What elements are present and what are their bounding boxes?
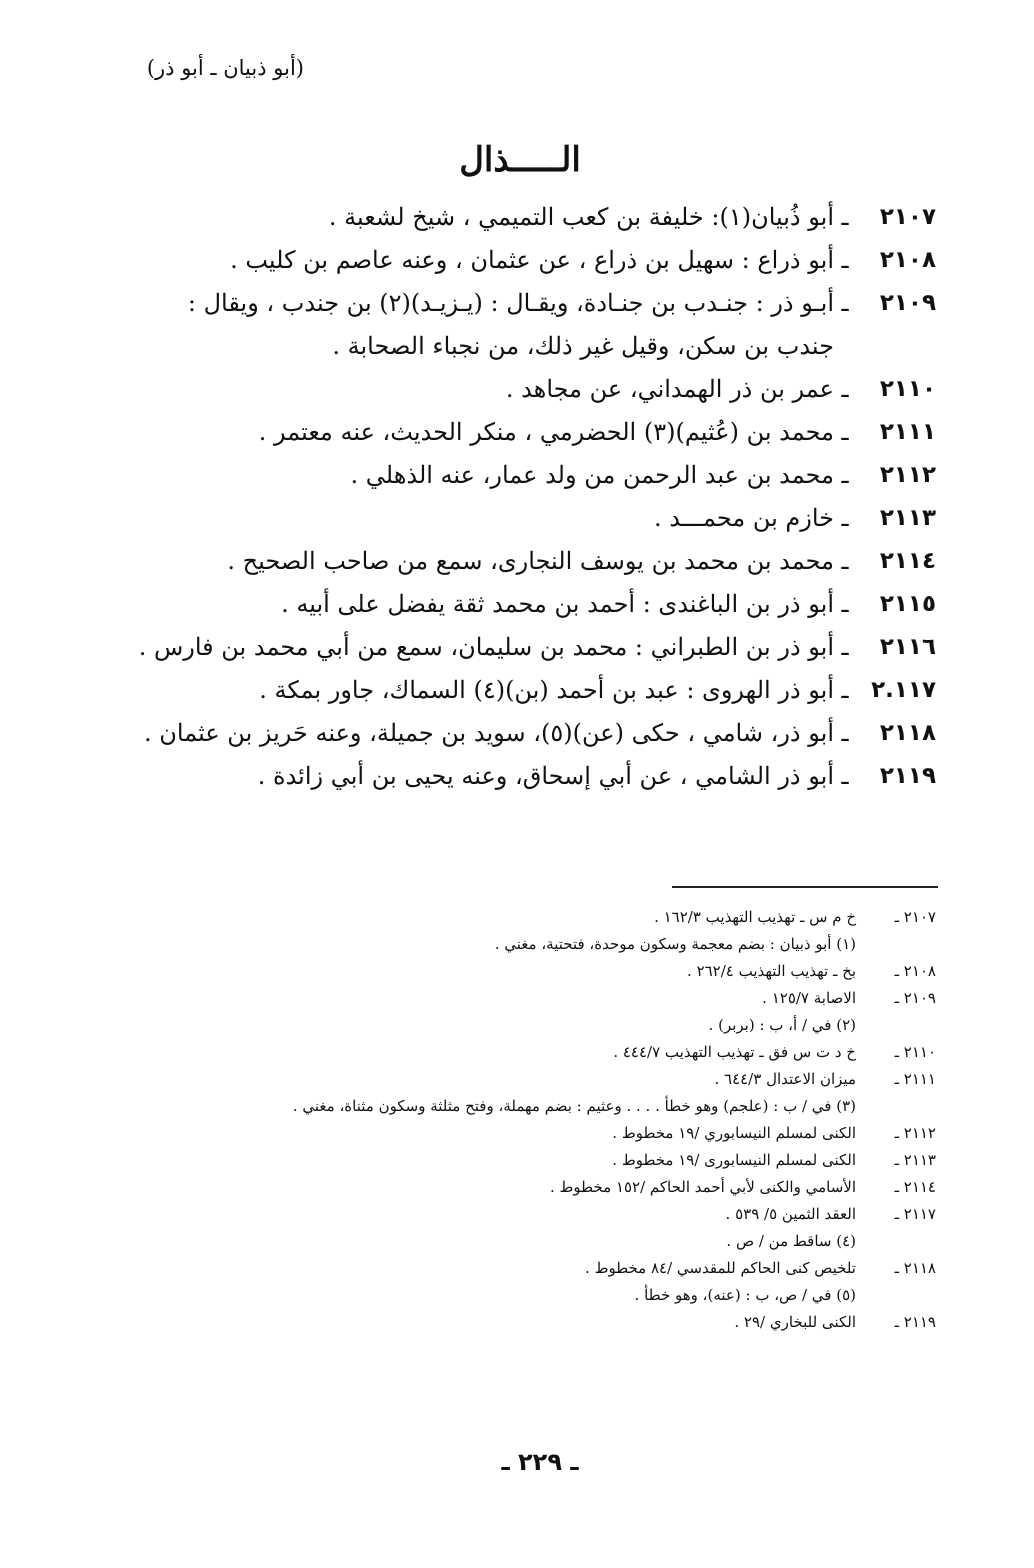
footnote-ref: ٢١٠٧ ـ [894, 908, 936, 926]
entry-text: أبو ذر، شامي ، حكى (عن)(٥)، سويد بن جميلة، وعنه حَريز بن عثمان . [144, 719, 834, 747]
footnote-text: (١) أبو ذبيان : بضم معجمة وسكون موحدة، فتحتية، مغني . [494, 935, 856, 953]
entry-text: عمر بن ذر الهمداني، عن مجاهد . [505, 375, 834, 403]
footnote-ref: ٢١١١ ـ [894, 1070, 936, 1088]
entry-number: ٢١١٢ [879, 462, 936, 488]
entry-text: أبـو ذر : جنـدب بن جنـادة، ويقـال : (يـزيـد)(٢) بن جندب ، ويقال : جندب بن سكن، وقيل غير ذلك، من نجباء الصحابة . [187, 289, 834, 360]
footnote [136, 1309, 936, 1336]
entry-number: ٢١٠٩ [879, 290, 936, 316]
footnote-text: الأسامي والكنى لأبي أحمد الحاكم /١٥٢ مخطوط . [549, 1178, 856, 1196]
footnote-text: تلخيص كنى الحاكم للمقدسي /٨٤ مخطوط . [585, 1259, 856, 1277]
footnote [136, 1120, 936, 1147]
footnote-ref: ٢١١٨ ـ [894, 1259, 936, 1277]
entry-dash: ـ [841, 633, 849, 661]
entry [136, 239, 936, 282]
entry [136, 282, 936, 368]
entry [136, 368, 936, 411]
running-head: (أبو ذبيان ـ أبو ذر) [146, 56, 304, 80]
entry [136, 196, 936, 239]
footnote-text: ميزان الاعتدال ٦٤٤/٣ . [714, 1070, 856, 1088]
entry-dash: ـ [841, 461, 849, 489]
entry-number: ٢١١٨ [879, 720, 936, 746]
entry-number: ٢١١١ [879, 419, 936, 445]
footnote-text: بخ ـ تهذيب التهذيب ٢٦٢/٤ . [687, 962, 856, 980]
entry-dash: ـ [841, 289, 849, 317]
footnote-text: خ م س ـ تهذيب التهذيب ١٦٢/٣ . [654, 908, 856, 926]
entry-number: ٢١٠٧ [879, 204, 936, 230]
entry [136, 669, 936, 712]
entry-text: محمد بن محمد بن يوسف النجارى، سمع من صاحب الصحيح . [227, 547, 834, 575]
footnote-text: (٥) في / ص، ب : (عنه)، وهو خطأ . [634, 1286, 856, 1304]
footnote-ref: ٢١١٧ ـ [894, 1205, 936, 1223]
footnote-ref: ٢١١٩ ـ [894, 1313, 936, 1331]
footnote [136, 1093, 936, 1120]
entry [136, 626, 936, 669]
entry-number: ٢١١٤ [879, 548, 936, 574]
entry-number: ٢١١٩ [879, 763, 936, 789]
entry-dash: ـ [841, 375, 849, 403]
footnote-text: الاصابة ١٢٥/٧ . [762, 989, 856, 1007]
entry-text: محمد بن عبد الرحمن من ولد عمار، عنه الذهلي . [350, 461, 834, 489]
entry-text: أبو ذر بن الطبراني : محمد بن سليمان، سمع من أبي محمد بن فارس . [138, 633, 834, 661]
footnote [136, 1282, 936, 1309]
entry-text: أبو ذر الشامي ، عن أبي إسحاق، وعنه يحيى بن أبي زائدة . [257, 762, 834, 790]
entry-text: أبو ذر الهروى : عبد بن أحمد (بن)(٤) السماك، جاور بمكة . [259, 676, 834, 704]
entry-number: ٢١١٦ [879, 634, 936, 660]
entry [136, 540, 936, 583]
footnote-text: (٤) ساقط من / ص . [726, 1232, 856, 1250]
footnote-text: الكنى لمسلم النيسابورى /١٩ مخطوط . [612, 1151, 856, 1169]
footnote [136, 1012, 936, 1039]
entry-text: خازم بن محمـــد . [654, 504, 834, 532]
entry [136, 497, 936, 540]
entry-dash: ـ [841, 547, 849, 575]
footnote [136, 1039, 936, 1066]
footnote [136, 904, 936, 931]
entry-dash: ـ [841, 504, 849, 532]
entry [136, 755, 936, 798]
footnote-ref: ٢١١٠ ـ [894, 1043, 936, 1061]
footnote-ref: ٢١١٣ ـ [894, 1151, 936, 1169]
footnote-text: العقد الثمين ٥/ ٥٣٩ . [725, 1205, 856, 1223]
entry-dash: ـ [841, 418, 849, 446]
footnote [136, 1174, 936, 1201]
entry-dash: ـ [841, 719, 849, 747]
footnote [136, 1201, 936, 1228]
footnote [136, 1066, 936, 1093]
entry [136, 712, 936, 755]
footnote [136, 931, 936, 958]
footnote-ref: ٢١٠٨ ـ [894, 962, 936, 980]
entry [136, 454, 936, 497]
entry-number: ٢١١٣ [879, 505, 936, 531]
footnote [136, 985, 936, 1012]
entry-dash: ـ [841, 246, 849, 274]
footnote [136, 958, 936, 985]
footnote-ref: ٢١١٤ ـ [894, 1178, 936, 1196]
footnote-text: (٢) في / أ، ب : (بربر) . [708, 1016, 856, 1034]
page-number: ـ ٢٢٩ ـ [501, 1448, 579, 1476]
entries-list [136, 196, 936, 798]
entry-dash: ـ [841, 762, 849, 790]
footnote-divider [672, 886, 938, 888]
entry [136, 411, 936, 454]
footnote-text: خ د ت س فق ـ تهذيب التهذيب ٤٤٤/٧ . [613, 1043, 856, 1061]
section-title: الـــــذال [459, 140, 581, 180]
entry-dash: ـ [841, 676, 849, 704]
footnote-text: الكنى للبخاري /٢٩ . [734, 1313, 856, 1331]
entry-number: ٢١١٠ [879, 376, 936, 402]
footnote-text: الكنى لمسلم النيسابوري /١٩ مخطوط . [612, 1124, 856, 1142]
footnote [136, 1255, 936, 1282]
entry-number: ٢١٠٨ [879, 247, 936, 273]
footnote-text: (٣) في / ب : (علجم) وهو خطأ . . . . وعثيم : بضم مهملة، وفتح مثلثة وسكون مثناة، مغني . [292, 1097, 856, 1115]
footnote-ref: ٢١٠٩ ـ [894, 989, 936, 1007]
entry-dash: ـ [841, 203, 849, 231]
footnotes-list [136, 904, 936, 1336]
entry-text: أبو ذُبيان(١): خليفة بن كعب التميمي ، شيخ لشعبة . [328, 203, 834, 231]
entry-text: أبو ذر بن الباغندى : أحمد بن محمد ثقة يفضل على أبيه . [281, 590, 834, 618]
entry-text: أبو ذراع : سهيل بن ذراع ، عن عثمان ، وعنه عاصم بن كليب . [230, 246, 834, 274]
entry-dash: ـ [841, 590, 849, 618]
entry-text: محمد بن (عُثيم)(٣) الحضرمي ، منكر الحديث، عنه معتمر . [258, 418, 834, 446]
entry-number: ٢١١٥ [879, 591, 936, 617]
footnote [136, 1228, 936, 1255]
footnote [136, 1147, 936, 1174]
entry [136, 583, 936, 626]
footnote-ref: ٢١١٢ ـ [894, 1124, 936, 1142]
entry-number: ٢.١١٧ [871, 677, 936, 703]
